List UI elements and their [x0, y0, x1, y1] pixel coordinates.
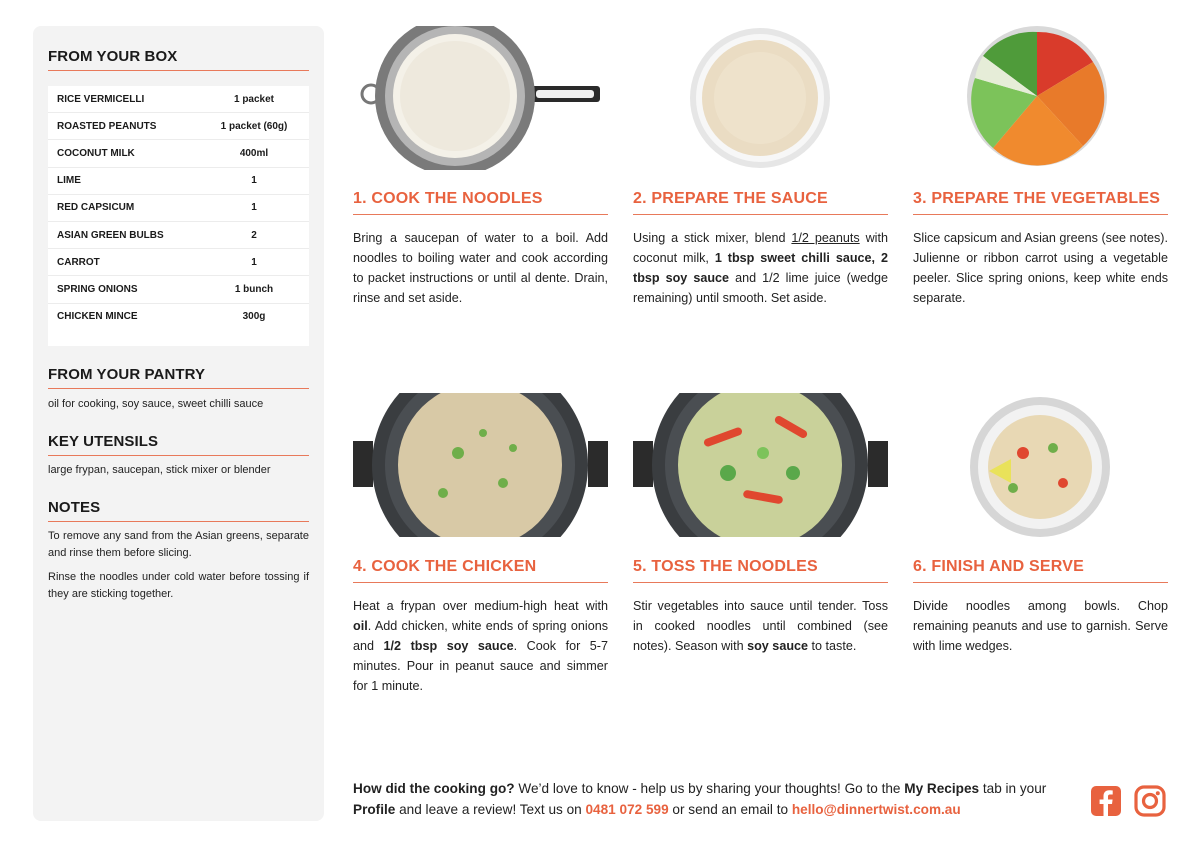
- peanuts-link-text: 1/2 peanuts: [791, 231, 860, 245]
- step-text: Heat a frypan over medium-high heat with: [353, 599, 608, 613]
- ingredient-row: [48, 140, 309, 167]
- step-text: Slice capsicum and Asian greens (see notes). Julienne or ribbon carrot using a vegetable peeler. Slice spring onions, keep white ends separate.: [913, 231, 1168, 305]
- noodles-frypan-image: [633, 393, 888, 537]
- sauce-bowl-image: [633, 26, 888, 170]
- footer-question: How did the cooking go?: [353, 781, 515, 796]
- step-text: Using a stick mixer, blend: [633, 231, 792, 245]
- step-text: Stir vegetables into sauce until tender. Toss in cooked noodles until combined (see notes). Season with: [633, 599, 888, 653]
- ingredient-name: CHICKEN MINCE: [57, 311, 138, 323]
- notes-heading: NOTES: [48, 499, 309, 522]
- finished-bowl-image: [913, 393, 1168, 537]
- step-4-body: [353, 596, 608, 696]
- ingredient-row: [48, 304, 309, 330]
- ingredient-qty: 1: [251, 256, 257, 268]
- note-2: Rinse the noodles under cold water before tossing if they are sticking together.: [48, 571, 309, 600]
- pantry-text: oil for cooking, soy sauce, sweet chilli sauce: [48, 398, 264, 410]
- step-2-body: [633, 228, 888, 308]
- step-text: . Add chicken, white ends of spring onions and: [353, 619, 608, 653]
- from-your-box-heading: FROM YOUR BOX: [48, 48, 309, 71]
- from-your-pantry-heading: FROM YOUR PANTRY: [48, 366, 309, 389]
- vegetables-plate-image: [913, 26, 1168, 170]
- ingredient-qty: 1 packet (60g): [220, 120, 288, 132]
- step-text: to taste.: [808, 639, 857, 653]
- ingredient-row: [48, 222, 309, 249]
- key-utensils-heading: KEY UTENSILS: [48, 433, 309, 456]
- phone-link[interactable]: 0481 072 599: [585, 802, 669, 817]
- email-link[interactable]: hello@dinnertwist.com.au: [791, 802, 961, 817]
- footer-text: and leave a review! Text us on: [395, 802, 586, 817]
- footer-text: or send an email to: [668, 802, 792, 817]
- note-1: To remove any sand from the Asian greens, separate and rinse them before slicing.: [48, 530, 309, 559]
- step-text: Bring a saucepan of water to a boil. Add noodles to boiling water and cook according to packet instructions or until al dente. Drain, rinse and set aside.: [353, 231, 608, 305]
- ingredient-name: CARROT: [57, 256, 100, 268]
- ingredient-qty: 2: [251, 229, 257, 241]
- ingredient-name: ASIAN GREEN BULBS: [57, 229, 164, 241]
- step-2-title: 2. PREPARE THE SAUCE: [633, 190, 888, 215]
- step-text: Divide noodles among bowls. Chop remaining peanuts and use to garnish. Serve with lime wedges.: [913, 599, 1168, 653]
- ingredient-qty: 1: [251, 175, 257, 187]
- ingredient-name: LIME: [57, 175, 81, 187]
- ingredient-qty: 1 bunch: [234, 283, 274, 295]
- ingredient-row: [48, 168, 309, 195]
- step-3-title: 3. PREPARE THE VEGETABLES: [913, 190, 1168, 215]
- noodles-strainer-image: [353, 26, 608, 170]
- step-1-title: 1. COOK THE NOODLES: [353, 190, 608, 215]
- ingredient-qty: 1: [251, 202, 257, 214]
- ingredient-row: [48, 86, 309, 113]
- step-5-title: 5. TOSS THE NOODLES: [633, 558, 888, 583]
- step-text: . Cook for 5-7 minutes. Pour in peanut sauce and simmer for 1 minute.: [353, 639, 608, 693]
- ingredient-name: RED CAPSICUM: [57, 202, 135, 214]
- step-bold-text: 1 tbsp sweet chilli sauce, 2 tbsp soy sauce: [633, 251, 888, 285]
- facebook-icon[interactable]: [1090, 785, 1122, 817]
- ingredient-row: [48, 249, 309, 276]
- step-5-body: [633, 596, 888, 656]
- ingredient-qty: 300g: [242, 311, 266, 323]
- ingredients-table: [48, 86, 309, 346]
- profile-link[interactable]: Profile: [353, 802, 396, 817]
- ingredient-name: ROASTED PEANUTS: [57, 120, 157, 132]
- step-text: with coconut milk,: [633, 231, 888, 265]
- step-4-title: 4. COOK THE CHICKEN: [353, 558, 608, 583]
- utensils-text: large frypan, saucepan, stick mixer or blender: [48, 464, 271, 476]
- step-1-body: [353, 228, 608, 308]
- footer-text: We’d love to know - help us by sharing your thoughts! Go to the: [514, 781, 905, 796]
- footer-text: tab in your: [979, 781, 1047, 796]
- step-bold-text: soy sauce: [747, 639, 809, 653]
- ingredient-name: SPRING ONIONS: [57, 283, 138, 295]
- ingredient-name: COCONUT MILK: [57, 147, 135, 159]
- step-6-body: [913, 596, 1168, 656]
- ingredient-qty: 400ml: [239, 147, 269, 159]
- step-bold-text: oil: [353, 619, 368, 633]
- step-3-body: [913, 228, 1168, 308]
- instagram-icon[interactable]: [1134, 785, 1166, 817]
- ingredient-row: [48, 276, 309, 303]
- step-6-title: 6. FINISH AND SERVE: [913, 558, 1168, 583]
- step-bold-text: 1/2 tbsp soy sauce: [383, 639, 514, 653]
- review-footer: [353, 778, 1083, 820]
- chicken-frypan-image: [353, 393, 608, 537]
- ingredient-row: [48, 113, 309, 140]
- sidebar: [33, 26, 324, 821]
- ingredient-row: [48, 195, 309, 222]
- my-recipes-link[interactable]: My Recipes: [904, 781, 980, 796]
- ingredient-name: RICE VERMICELLI: [57, 93, 145, 105]
- step-text: and 1/2 lime juice (wedge remaining) until smooth. Set aside.: [633, 271, 888, 305]
- ingredient-qty: 1 packet: [233, 93, 275, 105]
